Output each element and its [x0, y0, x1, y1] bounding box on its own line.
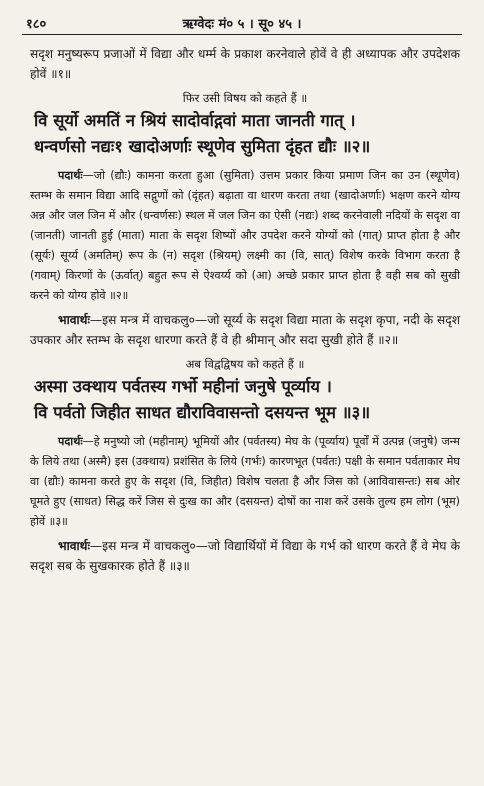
section-heading-2: अब विद्वद्विषय को कहते हैं ॥ [185, 357, 305, 371]
mantra-2-line-1: अस्मा उक्थाय पर्वतस्य गर्भो महीनां जनुषे पूर्व्याय । [34, 377, 332, 396]
mantra-2-line-2: वि पर्वतो जिहीत साधत द्यौराविवासन्तो दसयन्त भूम ॥३॥ [34, 403, 371, 422]
section-heading-1: फिर उसी विषय को कहते हैं ॥ [182, 91, 308, 105]
bhavartha-2-paragraph [30, 536, 460, 576]
mantra-block-2 [30, 374, 460, 426]
padartha-2-label: पदार्थः [58, 435, 83, 448]
padartha-2-paragraph [30, 432, 460, 532]
intro-paragraph: सदृश मनुष्यरूप प्रजाओं में विद्या और धर्म्म के प्रकाश करनेवाले होवें वे ही अध्यापक और उपदेशक होवें ॥१॥ [30, 47, 460, 81]
padartha-1-paragraph [30, 166, 460, 306]
page-body [30, 44, 460, 576]
page-number: १८० [26, 17, 47, 32]
bhavartha-2-text: —इस मन्त्र में वाचकलु०—जो विद्यार्थियों में विद्या के गर्भ को धारण करते हैं वे मेघ के सदृश सब के सुखकारक होते हैं ॥३॥ [30, 539, 460, 573]
padartha-2-text: —हे मनुष्यो जो (महीनाम्) भूमियों और (पर्वतस्य) मेघ के (पूर्व्याय) पूर्वों में उत्पन्न (जनुषे) जन्म के लिये तथा (अस्मै) इस (उक्थाय) प्रशंसित के लिये (गर्भः) कारणभूत (पर्वतः) पक्षी के समान पर्वताकार मेघ वा (द्यौः) कामना करते हुए के सदृश (वि, जिहीत) विशेष चलता है और जिस को (आविवासन्तः) सब ओर घूमते हुए (साधत) सिद्ध करें जिस से दुःख का और (दसयन्त) दोषों का नाश करें उसके तुल्य हम लोग (भूम) होवें ॥३॥ [30, 435, 460, 528]
running-title: ऋग्वेदः मं० ५ । सू० ४५ । [182, 17, 302, 32]
mantra-1-line-1: वि सूर्यो अमतिं न श्रियं सादोर्वाद्गवां माता जानती गात् । [34, 111, 356, 130]
mantra-1-line-2: धन्वर्णसो नद्यः१ खादोअर्णाः स्थूणेव सुमिता दृंहत द्यौः ॥२॥ [34, 137, 371, 156]
padartha-1-label: पदार्थः [58, 169, 83, 182]
bhavartha-2-label: भावार्थः [58, 539, 90, 553]
bhavartha-1-paragraph [30, 310, 460, 350]
padartha-1-text: —जो (द्यौः) कामना करता हुआ (सुमिता) उत्तम प्रकार किया प्रमाण जिन का उन (स्थूणेव) स्तम्भ के समान विद्या आदि सद्गुणों को (दृंहत) बढ़ाता वा धारण करता तथा (खादोअर्णाः) भक्षण करने योग्य अन्न और जल जिन में और (धन्वर्णसः) स्थल में जल जिन का ऐसी (नद्यः) शब्द करनेवाली नदियों के सदृश वा (जानती) जानती हुई (माता) माता के सदृश शिष्यों और उपदेश करने योग्यों को (गात्) प्राप्त होता है और (सूर्यः) सूर्य्य (अमतिम्) रूप के (न) सदृश (श्रियम्) लक्ष्मी का (वि, सात्) विशेष करके विभाग करता है (गवाम्) किरणों के (ऊर्वात्) बहुत रूप से ऐश्वर्य्य को (आ) अच्छे प्रकार प्राप्त होता है वही सब को सुखी करने को योग्य होवे ॥२॥ [30, 169, 460, 302]
bhavartha-1-text: —इस मन्त्र में वाचकलु०—जो सूर्य्य के सदृश विद्या माता के सदृश कृपा, नदी के सदृश उपकार और स्तम्भ के सदृश धारणा करते हैं वे ही श्रीमान् और सदा सुखी होते हैं ॥२॥ [30, 313, 460, 347]
mantra-block-1 [30, 108, 460, 160]
page-header [22, 12, 462, 35]
bhavartha-1-label: भावार्थः [58, 313, 90, 327]
